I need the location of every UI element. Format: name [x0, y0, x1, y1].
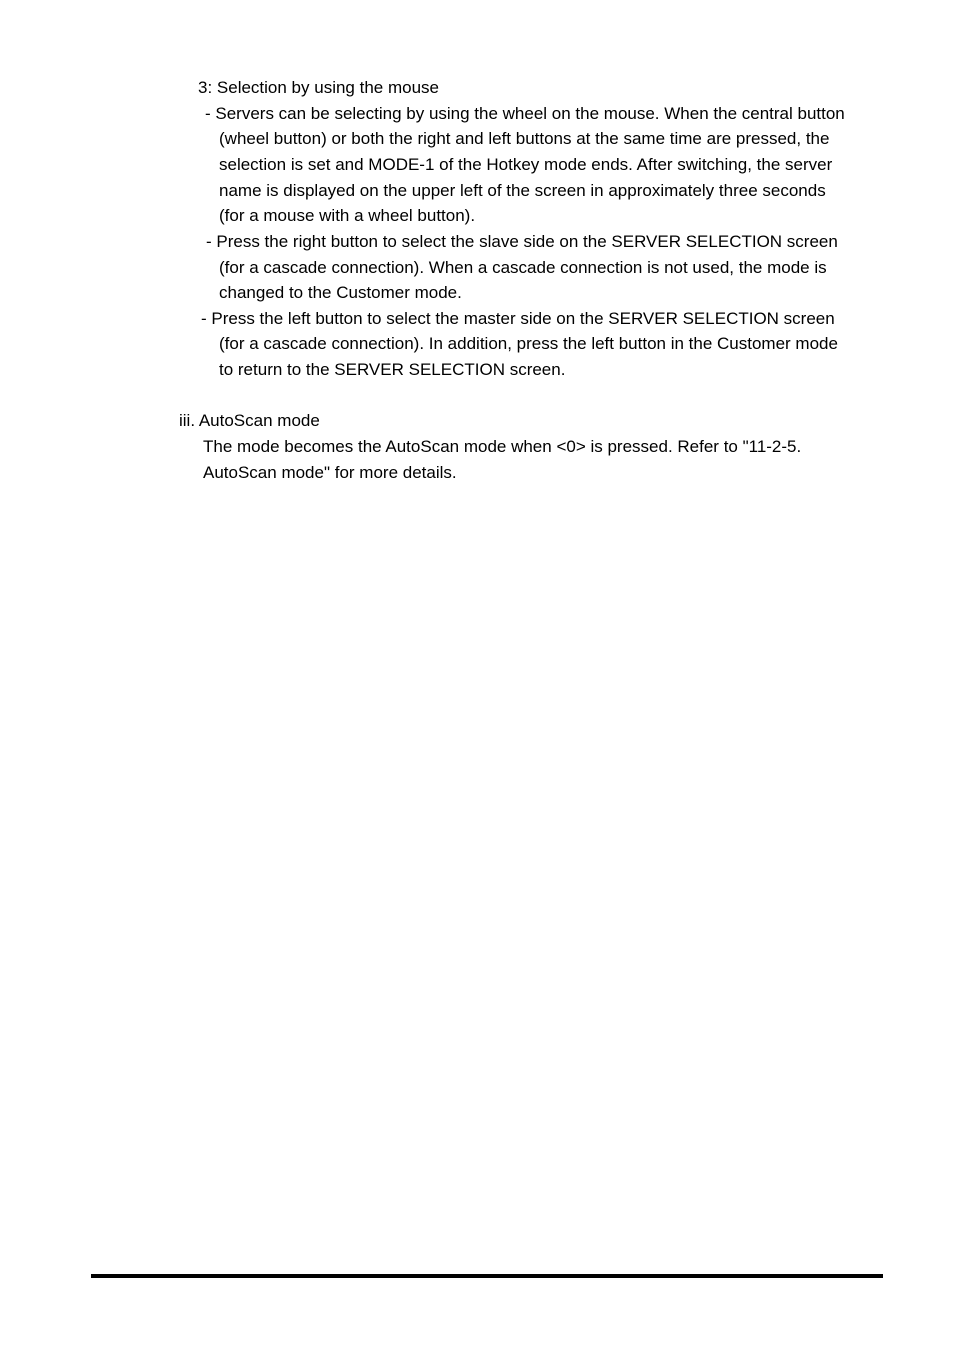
autoscan-body-line2: AutoScan mode" for more details.	[203, 463, 457, 482]
mouse-bullet1-line3: selection is set and MODE-1 of the Hotkey mode ends. After switching, the server	[219, 155, 833, 174]
footer-rule	[91, 1274, 883, 1278]
autoscan-heading: iii. AutoScan mode	[179, 411, 320, 430]
mouse-bullet2-line2: (for a cascade connection). When a cascade connection is not used, the mode is	[219, 258, 827, 277]
mouse-bullet1-line1: - Servers can be selecting by using the wheel on the mouse. When the central button	[205, 104, 845, 123]
mouse-bullet3-line3: to return to the SERVER SELECTION screen.	[219, 360, 566, 379]
mouse-bullet2-line1: - Press the right button to select the slave side on the SERVER SELECTION screen	[206, 232, 838, 251]
autoscan-body-line1: The mode becomes the AutoScan mode when <0> is pressed. Refer to "11-2-5.	[203, 437, 802, 456]
mouse-bullet2-line3: changed to the Customer mode.	[219, 283, 462, 302]
mouse-selection-heading: 3: Selection by using the mouse	[198, 78, 439, 97]
mouse-bullet3-line1: - Press the left button to select the master side on the SERVER SELECTION screen	[201, 309, 835, 328]
mouse-bullet3-line2: (for a cascade connection). In addition, press the left button in the Customer mode	[219, 334, 838, 353]
mouse-bullet1-line5: (for a mouse with a wheel button).	[219, 206, 476, 225]
mouse-bullet1-line4: name is displayed on the upper left of the screen in approximately three seconds	[219, 181, 826, 200]
mouse-bullet1-line2: (wheel button) or both the right and left buttons at the same time are pressed, the	[219, 129, 830, 148]
